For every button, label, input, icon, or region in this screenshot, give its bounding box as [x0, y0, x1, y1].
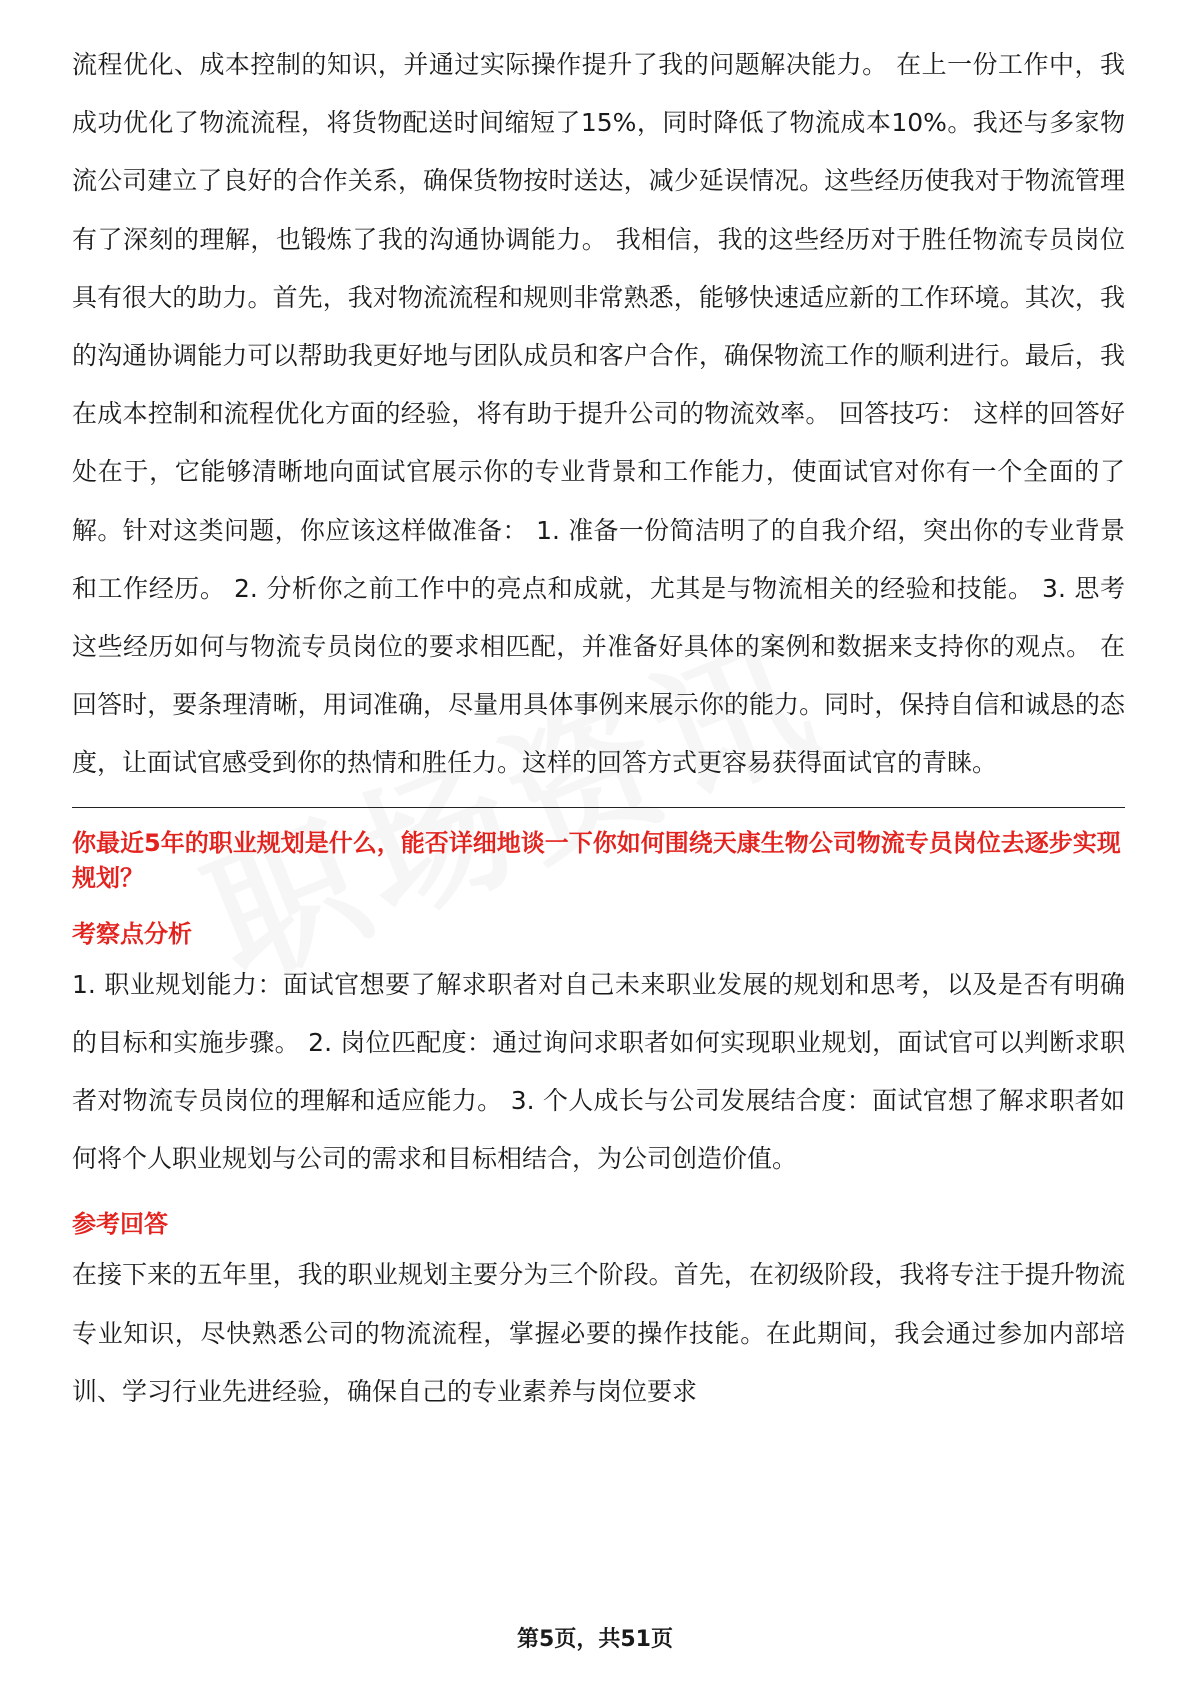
reference-answer-heading: 参考回答	[72, 1210, 168, 1239]
analysis-heading: 考察点分析	[72, 919, 192, 948]
previous-answer-paragraph: 流程优化、成本控制的知识，并通过实际操作提升了我的问题解决能力。 在上一份工作中，我成功优化了物流流程，将货物配送时间缩短了15%，同时降低了物流成本10%。我还与多家物流公司建立了良好的合作关系，确保货物按时送达，减少延误情况。这些经历使我对于物流管理有了深刻的理解，也锻炼了我的沟通协调能力。 我相信，我的这些经历对于胜任物流专员岗位具有很大的助力。首先，我对物流流程和规则非常熟悉，能够快速适应新的工作环境。其次，我的沟通协调能力可以帮助我更好地与团队成员和客户合作，确保物流工作的顺利进行。最后，我在成本控制和流程优化方面的经验，将有助于提升公司的物流效率。 回答技巧： 这样的回答好处在于，它能够清晰地向面试官展示你的专业背景和工作能力，使面试官对你有一个全面的了解。针对这类问题，你应该这样做准备： 1. 准备一份简洁明了的自我介绍，突出你的专业背景和工作经历。 2. 分析你之前工作中的亮点和成就，尤其是与物流相关的经验和技能。 3. 思考这些经历如何与物流专员岗位的要求相匹配，并准备好具体的案例和数据来支持你的观点。 在回答时，要条理清晰，用词准确，尽量用具体事例来展示你的能力。同时，保持自信和诚恳的态度，让面试官感受到你的热情和胜任力。这样的回答方式更容易获得面试官的青睐。	[72, 50, 1125, 778]
section-divider	[72, 807, 1125, 808]
page-number: 第5页，共51页	[517, 1627, 673, 1652]
document-page	[72, 36, 1125, 1421]
interview-question: 你最近5年的职业规划是什么，能否详细地谈一下你如何围绕天康生物公司物流专员岗位去逐步实现规划？	[72, 828, 1121, 892]
reference-answer-paragraph: 在接下来的五年里，我的职业规划主要分为三个阶段。首先，在初级阶段，我将专注于提升物流专业知识，尽快熟悉公司的物流流程，掌握必要的操作技能。在此期间，我会通过参加内部培训、学习行业先进经验，确保自己的专业素养与岗位要求	[72, 1260, 1125, 1406]
analysis-paragraph: 1. 职业规划能力：面试官想要了解求职者对自己未来职业发展的规划和思考，以及是否有明确的目标和实施步骤。 2. 岗位匹配度：通过询问求职者如何实现职业规划，面试官可以判断求职者对物流专员岗位的理解和适应能力。 3. 个人成长与公司发展结合度：面试官想了解求职者如何将个人职业规划与公司的需求和目标相结合，为公司创造价值。	[72, 969, 1125, 1174]
